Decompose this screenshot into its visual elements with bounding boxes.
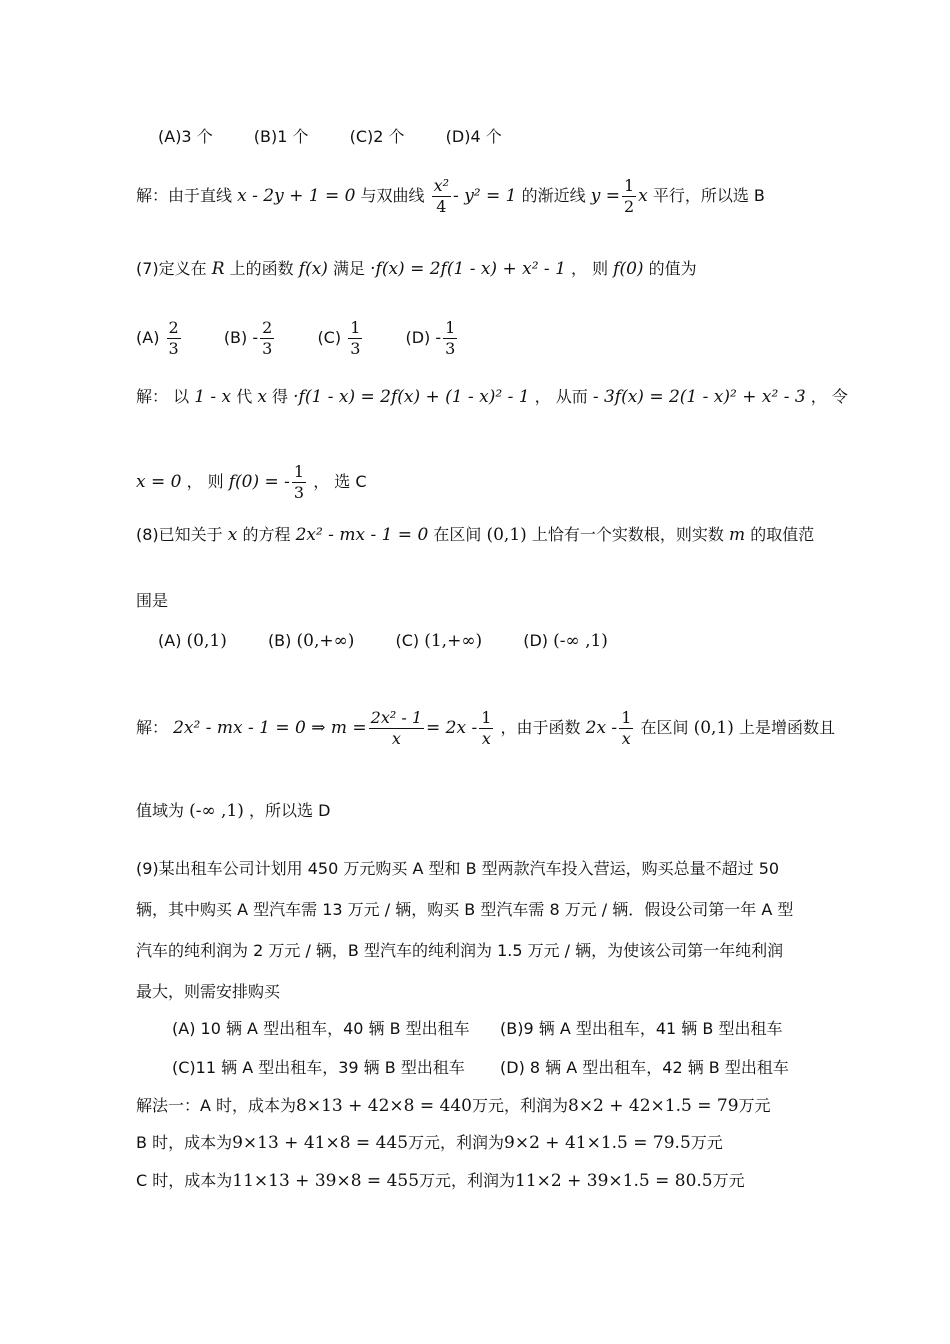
- q8-solution-line-1: 解： 2x² - mx - 1 = 0 ⇒ m = $\frac{\text{2x² - 1}}{x}$ = 2x - $\frac{1}{x}$ ，由于函数 2x - $\frac{1}{x}$ 在区间 (0,1) 上是增函数且: [136, 708, 835, 748]
- q7-option-a: (A) $\frac{2}{3}$: [136, 318, 179, 358]
- asymptote-fraction: $\frac{1}{2}$: [623, 176, 635, 216]
- q7-option-d: (D) - $\frac{1}{3}$: [405, 318, 456, 358]
- q7-question: (7)定义在 R 上的函数 f(x) 满足 ·f(x) = 2f(1 - x) + x² - 1 ， 则 f(0) 的值为: [136, 259, 697, 279]
- q8-question-cont: 围是: [136, 591, 169, 610]
- q9-option-c: (C)11 辆 A 型出租车，39 辆 B 型出租车: [172, 1058, 465, 1077]
- q9-option-d: (D) 8 辆 A 型出租车，42 辆 B 型出租车: [500, 1058, 789, 1077]
- quadratic-equation: 2x² - mx - 1 = 0: [295, 525, 429, 545]
- q9-solution-a: 解法一：A 时，成本为8×13 + 42×8 = 440万元，利润为8×2 + 42×1.5 = 79万元: [136, 1096, 771, 1116]
- q7-option-b: (B) - $\frac{2}{3}$: [223, 318, 273, 358]
- q7-solution-line-1: 解： 以 1 - x 代 x 得 ·f(1 - x) = 2f(x) + (1 - x)² - 1 ， 从而 - 3f(x) = 2(1 - x)² + x² - 3 ， 令: [136, 387, 848, 407]
- q6-option-a: (A)3 个: [158, 127, 213, 146]
- q8-option-d: (D) (-∞ ,1): [523, 631, 608, 651]
- q6-options: [158, 126, 538, 148]
- q9-line-1: (9)某出租车公司计划用 450 万元购买 A 型和 B 型两款汽车投入营运，购买总量不超过 50: [136, 859, 780, 878]
- hyperbola-fraction: $\frac{\text{x²}}{4}$: [433, 176, 450, 216]
- q8-option-c: (C) (1,+∞): [395, 631, 483, 651]
- q9-line-2: 辆，其中购买 A 型汽车需 13 万元 / 辆，购买 B 型汽车需 8 万元 / 辆．假设公司第一年 A 型: [136, 900, 794, 919]
- q6-solution: 解：由于直线 x - 2y + 1 = 0 与双曲线 $\frac{\text{x²}}{4}$ - y² = 1 的渐近线 y = $\frac{1}{2}$ x 平行，所以选 B: [136, 176, 765, 216]
- q6-option-d: (D)4 个: [445, 127, 502, 146]
- q8-option-b: (B) (0,+∞): [267, 631, 355, 651]
- q9-line-3: 汽车的纯利润为 2 万元 / 辆，B 型汽车的纯利润为 1.5 万元 / 辆，为使该公司第一年纯利润: [136, 941, 784, 960]
- q6-option-c: (C)2 个: [349, 127, 405, 146]
- q7-option-c: (C) $\frac{1}{3}$: [317, 318, 361, 358]
- line-equation: x - 2y + 1 = 0: [237, 186, 356, 206]
- q9-solution-b: B 时，成本为9×13 + 41×8 = 445万元，利润为9×2 + 41×1.5 = 79.5万元: [136, 1133, 723, 1153]
- q9-option-b: (B)9 辆 A 型出租车，41 辆 B 型出租车: [500, 1019, 783, 1038]
- q8-option-a: (A) (0,1): [158, 631, 227, 651]
- q6-option-b: (B)1 个: [253, 127, 309, 146]
- q7-solution-line-2: x = 0 ， 则 f(0) = - $\frac{1}{3}$ ， 选 C: [136, 462, 367, 502]
- functional-equation: ·f(x) = 2f(1 - x) + x² - 1: [370, 259, 566, 279]
- q9-line-4: 最大，则需安排购买: [136, 982, 281, 1001]
- q8-solution-line-2: 值域为 (-∞ ,1) ，所以选 D: [136, 801, 331, 821]
- q9-solution-c: C 时，成本为11×13 + 39×8 = 455万元，利润为11×2 + 39×1.5 = 80.5万元: [136, 1171, 745, 1191]
- q8-options: [158, 630, 644, 652]
- q9-option-a: (A) 10 辆 A 型出租车，40 辆 B 型出租车: [172, 1019, 470, 1038]
- q8-question: (8)已知关于 x 的方程 2x² - mx - 1 = 0 在区间 (0,1) 上恰有一个实数根，则实数 m 的取值范: [136, 525, 815, 545]
- q7-options: [136, 318, 495, 359]
